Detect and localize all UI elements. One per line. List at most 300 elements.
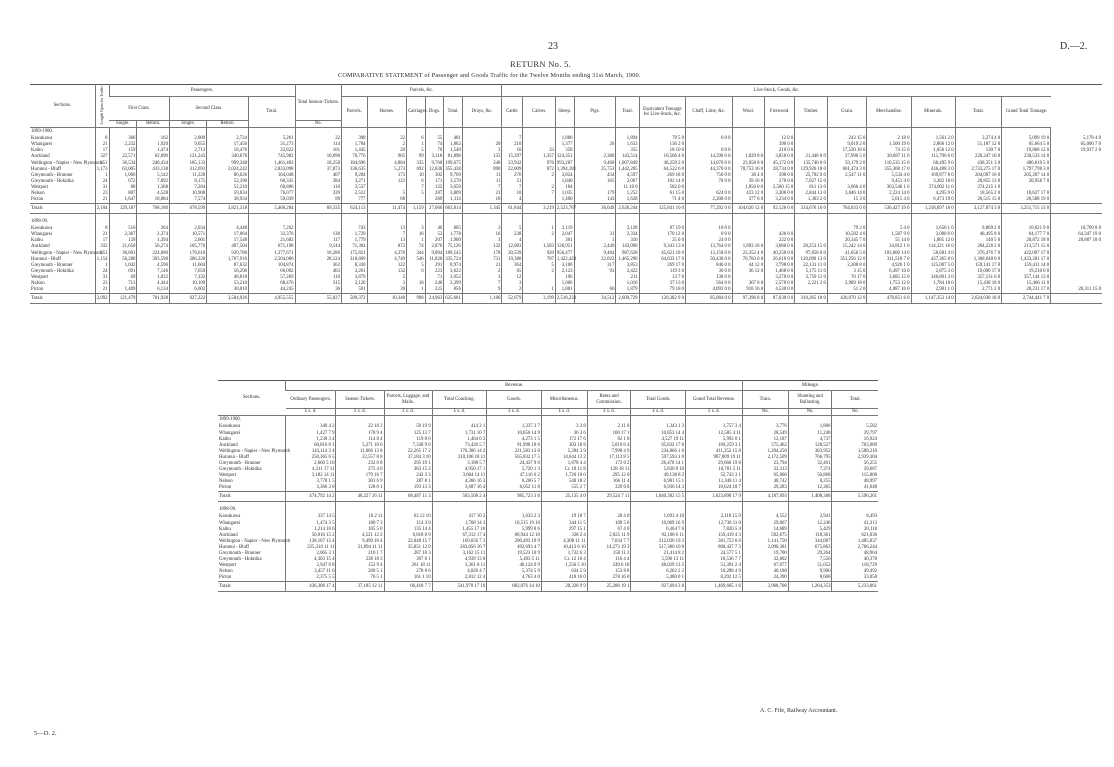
- unit-lsd-5: £ s. d.: [487, 409, 542, 416]
- passengers-total-header: Total.: [249, 97, 296, 128]
- cell: 143,090: [616, 244, 639, 250]
- section-name: Greymouth - Brunner: [31, 172, 73, 178]
- cell: 4,950 17 1: [432, 467, 487, 473]
- cell: 344: [407, 250, 426, 256]
- cell: 9,144: [295, 244, 341, 250]
- section-name: Kawakawa: [219, 514, 241, 520]
- cell: 591: [341, 287, 367, 294]
- cell: 21,414 8 2: [631, 551, 686, 557]
- cell: 2 18 0: [867, 136, 911, 142]
- cell: 193 13 3: [384, 485, 432, 492]
- cell: 357,131 6 0: [955, 274, 1001, 280]
- cell: 1,623,890 17 9: [686, 492, 743, 502]
- cell: 486,610 5 0: [1002, 160, 1051, 166]
- cell: 12,585 4 11: [686, 430, 743, 436]
- cell: 10,709 8 0: [1051, 226, 1102, 232]
- cell: 451: [95, 250, 109, 256]
- cell: 3,188 5 7: [432, 461, 487, 467]
- cell: 184,696: [341, 160, 367, 166]
- cell: 302: [425, 172, 444, 178]
- traffic-year-row: [30, 218, 1102, 226]
- cell: 11,248: [788, 430, 832, 436]
- cell: 2: [523, 184, 556, 190]
- cell: [1051, 293, 1102, 303]
- cell: 4,737: [788, 436, 832, 442]
- cell: 6,936 14 3: [631, 485, 686, 492]
- cell: 374,215 1 0: [955, 184, 1001, 190]
- cell: 745,982: [249, 154, 296, 160]
- cell: 3,604 14 11: [432, 473, 487, 479]
- cell: 939,780: [207, 250, 249, 256]
- cell: 3,952: [444, 274, 463, 280]
- section-name: Kawakawa: [219, 424, 241, 430]
- cell: 22,571: [109, 154, 137, 160]
- cell: 872: [523, 166, 556, 172]
- cell: 846 0 0: [686, 262, 732, 268]
- cell: 4,530 0 0: [765, 287, 795, 294]
- cell: 3,271: [341, 178, 367, 184]
- cell: 185,133: [169, 160, 206, 166]
- cell: 1,500 19 0: [867, 142, 911, 148]
- cell: 10,288 4 9: [686, 569, 743, 575]
- cell: 999,340: [207, 160, 249, 166]
- cell: 1,455 17 10: [432, 526, 487, 532]
- cell: 3: [462, 238, 502, 244]
- cell: 3,853: [616, 262, 639, 268]
- cell: 1,797,798 3 0: [1002, 166, 1051, 172]
- section-name: Auckland: [219, 442, 238, 448]
- traffic-table-row: [30, 197, 1102, 204]
- cell: Cr. 12 16 4: [541, 557, 587, 563]
- cell: 20: [462, 142, 502, 148]
- cell: 312,693: [169, 166, 206, 172]
- cell: 162: [137, 136, 170, 142]
- cell: 589,372: [341, 293, 367, 303]
- section-name: Greymouth - Hokitika: [31, 178, 74, 184]
- cell: 25 0 0: [639, 238, 685, 244]
- cell: 2,092: [95, 293, 109, 303]
- cell: 882,076 14 10: [487, 582, 542, 592]
- cell: 69,335: [295, 203, 341, 213]
- cell: 51,391 2 4: [686, 563, 743, 569]
- cell: 25,702 9 0: [795, 172, 828, 178]
- cell: 40,188: [742, 569, 788, 575]
- cell: 3,776: [742, 424, 788, 430]
- cell: 52,679: [502, 293, 523, 303]
- cell: 9,499 16 4: [336, 538, 384, 544]
- cell: 48,997: [832, 479, 878, 485]
- cell: 4,596: [137, 262, 170, 268]
- cell: 1,474: [137, 148, 170, 154]
- cell: 564 0 0: [686, 281, 732, 287]
- cell: 2,766,244: [832, 545, 878, 551]
- cell: 434: [574, 172, 616, 178]
- firewood-header: Firewood.: [765, 97, 795, 128]
- cell: 10,413 6 10: [541, 545, 587, 551]
- cell: 340 4 2: [286, 424, 336, 430]
- cell: 12 0 0: [765, 136, 795, 142]
- cell: 213,571 15 0: [1002, 244, 1051, 250]
- cell: 9,484: [574, 250, 616, 256]
- cell: 39 16 0: [732, 178, 765, 184]
- cell: 25,288 19 1: [587, 582, 631, 592]
- cell: 25,135 4 0: [541, 492, 587, 502]
- cell: 1: [95, 172, 109, 178]
- cell: 1,801: [555, 287, 574, 294]
- cell: 17,520 18 0: [827, 148, 867, 154]
- year-label: 1899-1900.: [31, 129, 53, 135]
- cell: 6,262 2 2: [631, 569, 686, 575]
- cell: 40,378: [832, 557, 878, 563]
- cell: 129,187: [109, 203, 137, 213]
- section-name: Hurunui - Bluff: [219, 544, 250, 550]
- cell: 68,495 9 0: [911, 160, 955, 166]
- return-title: RETURN No. 5.: [510, 59, 572, 69]
- traffic-year-row: [30, 127, 1102, 136]
- cell: 85,084 0 0: [686, 293, 732, 303]
- drays-header: Drays, &c.: [462, 97, 502, 128]
- section-name: Totals: [218, 582, 286, 592]
- cell: 5,233,061: [832, 582, 878, 592]
- cell: 25,753: [574, 166, 616, 172]
- cell: 1,230 3 4: [286, 436, 336, 442]
- first-single-header: Single.: [109, 120, 137, 127]
- cell: 21: [95, 142, 109, 148]
- pigs-header: Pigs.: [574, 97, 616, 128]
- cell: 49,492: [832, 569, 878, 575]
- cell: 9,655: [169, 142, 206, 148]
- section-name: Greymouth - Brunner: [31, 262, 73, 268]
- dogs-header: Dogs.: [425, 97, 444, 128]
- cell: 221,583 13 0: [487, 448, 542, 454]
- cell: 4,521 12 2: [336, 532, 384, 538]
- cell: 701,928: [137, 293, 170, 303]
- cell: 64,522 6 0: [639, 166, 685, 172]
- cell: 287: [425, 191, 444, 197]
- cell: 124,351: [556, 154, 573, 160]
- cell: 41,648: [832, 485, 878, 492]
- cell: 433,138: [137, 166, 170, 172]
- cell: 65,000: [742, 473, 788, 479]
- cell: 1,633: [616, 142, 639, 148]
- cell: 26,515 15 0: [955, 197, 1001, 204]
- cell: 37 13 0: [639, 281, 685, 287]
- cell: 4,273 1 5: [487, 436, 542, 442]
- cell: 2,578 0 0: [765, 281, 795, 287]
- cell: 19,868 12 0: [1002, 148, 1051, 154]
- cell: 8,175: [169, 178, 206, 184]
- cell: 9,769: [444, 172, 463, 178]
- cell: 2,947 0 8: [286, 563, 336, 569]
- cell: 95,832 17 0: [631, 442, 686, 448]
- cell: 79 18 0: [639, 287, 685, 294]
- cell: 169,656 7 3: [432, 538, 487, 544]
- cell: 1: [95, 262, 109, 268]
- cell: 138 0 0: [686, 274, 732, 280]
- cell: 1,442,205: [616, 166, 639, 172]
- cell: 7,092: [137, 178, 170, 184]
- cell: 110,535 15 0: [867, 160, 911, 166]
- cell: 27,066: [425, 203, 444, 213]
- year-label: 1898-99.: [219, 507, 237, 513]
- cell: 21: [95, 197, 109, 204]
- cell: 905: [367, 154, 407, 160]
- cell: 55: [425, 136, 444, 142]
- cell: 51,052: [788, 563, 832, 569]
- cell: 63 12 10: [384, 514, 432, 520]
- cell: 358: [555, 148, 574, 154]
- cell: 199,675: [445, 160, 461, 166]
- cell: 2,119: [555, 226, 574, 232]
- cell: 1,007,849: [616, 160, 639, 166]
- cell: 10: [502, 148, 523, 154]
- traffic-table-row: [30, 160, 1102, 166]
- cell: 15 3 0: [827, 197, 867, 204]
- cell: 3,080 6 0: [911, 232, 955, 238]
- cell: 29,067: [742, 520, 788, 526]
- section-name: Auckland: [31, 154, 50, 160]
- cell: 625,681: [444, 293, 463, 303]
- cell: 19,700: [742, 551, 788, 557]
- cell: 13 7 0: [639, 274, 685, 280]
- cell: 318,869: [341, 256, 367, 262]
- cell: 232 0 8: [336, 461, 384, 467]
- unit-lsd-2: £ s. d.: [336, 409, 384, 416]
- cell: 2,034: [169, 226, 206, 232]
- parcels-header: Parcels.: [341, 97, 367, 128]
- cell: 66,092: [249, 268, 296, 274]
- cell: 7: [523, 191, 556, 197]
- cell: 1,900: [444, 238, 463, 244]
- cell: 178 9 4: [336, 430, 384, 436]
- cell: 12,738 11 0: [686, 520, 743, 526]
- cell: [795, 287, 828, 294]
- cell: 30 0 0: [686, 268, 732, 274]
- cell: 3: [367, 281, 407, 287]
- cell: 15,466 11 0: [1002, 281, 1051, 287]
- cell: 4,939 13 8: [432, 557, 487, 563]
- cell: 310: [616, 238, 639, 244]
- cell: 91,998 18 6: [487, 442, 542, 448]
- cell: 407: [295, 172, 341, 178]
- chaff-lime-header: Chaff, Lime, &c.: [686, 97, 732, 128]
- cell: 3,234 0 0: [765, 197, 795, 204]
- cell: 109 5 6: [587, 520, 631, 526]
- cell: 1,726 10 0: [541, 473, 587, 479]
- cell: 7,998 4 9: [587, 448, 631, 454]
- cell: 76,776: [341, 154, 367, 160]
- cell: 5,582: [832, 424, 878, 430]
- livestock-group-header: Live-Stock, Goods, &c.: [502, 85, 1051, 97]
- cell: 29,666 19 8: [686, 461, 743, 467]
- cell: 1,920: [137, 142, 170, 148]
- cell: 18: [462, 197, 502, 204]
- cell: 18,476: [207, 148, 249, 154]
- first-return-header: Return.: [137, 120, 170, 127]
- unit-no-1: No.: [742, 409, 788, 416]
- cell: 139: [109, 238, 137, 244]
- cell: 634 5 9: [541, 569, 587, 575]
- cell: 3,382 18 0: [911, 178, 955, 184]
- cell: 1,693 4 10: [631, 514, 686, 520]
- cell: 2,626,244: [616, 203, 639, 213]
- cell: 12,187: [742, 436, 788, 442]
- cell: 1,767,916: [207, 256, 249, 262]
- cell: 4,763 4 0: [487, 575, 542, 582]
- cell: 5: [407, 191, 426, 197]
- cell: 68,476: [249, 281, 296, 287]
- cell: 238 18 3: [336, 557, 384, 563]
- cell: 7,374: [788, 467, 832, 473]
- cell: 173: [367, 172, 407, 178]
- cell: 264: [137, 226, 170, 232]
- cell: 261 18 11: [384, 563, 432, 569]
- cell: 426 0 0: [765, 232, 795, 238]
- cell: 1,106: [462, 293, 502, 303]
- cell: 678,599: [169, 203, 206, 213]
- cell: 36 3 6: [541, 430, 587, 436]
- cell: 22,557 8 8: [336, 454, 384, 460]
- train-mileage-header: Train.: [742, 391, 788, 409]
- cell: 890: [462, 166, 502, 172]
- cell: Cr. 18 11 8: [541, 467, 587, 473]
- cell: 2,812 12 4: [432, 575, 487, 582]
- cell: 993,287: [556, 160, 573, 166]
- cell: 703,989: [832, 442, 878, 448]
- cell: 19,210 0 0: [1002, 268, 1051, 274]
- cell: 65,000 7 0: [1051, 142, 1102, 148]
- cell: 176,610: [169, 250, 206, 256]
- cell: 5,468,284: [249, 203, 296, 213]
- cell: 170 12 0: [639, 232, 685, 238]
- cell: 17: [95, 148, 109, 154]
- cell: 3,274 4 0: [955, 136, 1001, 142]
- cell: 48,964: [832, 551, 878, 557]
- cell: 68,335: [249, 178, 296, 184]
- cell: 332: [95, 244, 109, 250]
- cell: 357,144 13 0: [1002, 274, 1051, 280]
- cell: 1,445: [341, 148, 367, 154]
- cell: 8,330: [341, 262, 367, 268]
- cell: 62,090: [137, 154, 170, 160]
- cell: 2,601: [169, 238, 206, 244]
- cell: 4: [502, 197, 523, 204]
- cell: 16: [407, 232, 426, 238]
- cell: 1,561 2 0: [911, 136, 955, 142]
- cell: 118,361: [788, 532, 832, 538]
- cell: 4,884: [367, 160, 407, 166]
- cell: 956,477: [556, 250, 573, 256]
- cell: 5,429: [788, 526, 832, 532]
- cell: 363,546 1 0: [867, 184, 911, 190]
- cell: 1,768 14 3: [432, 520, 487, 526]
- cell: 5,596 13 11: [631, 557, 686, 563]
- cell: 5,015 4 0: [867, 197, 911, 204]
- traffic-table-wrapper: [30, 84, 1102, 304]
- cell: 125 13 7: [384, 430, 432, 436]
- cell: 44,370 0 0: [686, 166, 732, 172]
- cell: 74: [407, 244, 426, 250]
- cell: 18: [407, 281, 426, 287]
- cell: 120,382 9 0: [639, 293, 685, 303]
- cell: 26,588 19 0: [1002, 197, 1051, 204]
- cell: 2,308 8 0: [827, 262, 867, 268]
- cell: 766,795: [788, 454, 832, 460]
- cell: 315: [295, 281, 341, 287]
- cell: 3,537: [341, 184, 367, 190]
- cell: 128,527: [788, 442, 832, 448]
- cell: 9,451 4 0: [867, 178, 911, 184]
- cell: 128 18 11: [587, 467, 631, 473]
- cell: 87,632: [207, 262, 249, 268]
- cell: 2,713: [169, 148, 206, 154]
- cell: 3,182 14 11: [286, 473, 336, 479]
- cell: 24,577 5 1: [686, 551, 743, 557]
- section-name: Wellington - Napier - New Plymouth: [219, 538, 291, 544]
- cell: 6: [407, 178, 426, 184]
- cell: 89: [295, 197, 341, 204]
- cell: 21: [462, 262, 502, 268]
- cell: 1,650 1 0: [911, 226, 955, 232]
- cell: 28,549: [742, 430, 788, 436]
- cell: 5: [407, 148, 426, 154]
- cell: 184: [555, 184, 574, 190]
- cell: 4,311 17 11: [286, 467, 336, 473]
- year-label: 1899-1900.: [219, 417, 241, 423]
- cell: 672: [109, 178, 137, 184]
- cell: 20,118: [832, 526, 878, 532]
- grand-total-revenue-header: Grand Total Revenue.: [686, 391, 743, 409]
- cell: 61 15 0: [639, 191, 685, 197]
- cell: 3,824: [555, 172, 574, 178]
- ordinary-passengers-header: Ordinary Passengers.: [286, 391, 336, 409]
- cell: 21,650: [109, 244, 137, 250]
- cell: 21,448 0 0: [795, 154, 828, 160]
- cell: 2,224 14 0: [867, 191, 911, 197]
- cell: 1,468 0 0: [765, 268, 795, 274]
- cell: 34,512: [574, 293, 616, 303]
- cell: 1,040,382 15 5: [631, 492, 686, 502]
- cell: 335,724: [445, 256, 461, 262]
- traffic-table-row: [30, 250, 1102, 256]
- cell: 377 6 0: [732, 197, 765, 204]
- cell: 21: [95, 232, 109, 238]
- cell: 3 3 8: [541, 424, 587, 430]
- cell: 224,680: [137, 250, 170, 256]
- cell: 81,898: [444, 154, 463, 160]
- cell: 3,687 16 4: [432, 485, 487, 492]
- revenue-totals-row: [218, 492, 878, 502]
- cell: 340,678: [207, 154, 249, 160]
- cell: 7: [462, 184, 502, 190]
- section-name: Nelson: [219, 569, 233, 575]
- cell: 1,840: [555, 178, 574, 184]
- cell: [407, 197, 426, 204]
- cell: 1,878 4 4: [541, 461, 587, 467]
- cell: 20,855 13 0: [955, 178, 1001, 184]
- section-name: Greymouth - Brunner: [219, 461, 261, 466]
- cell: 276 0 0: [765, 178, 795, 184]
- cell: 8,292 12 5: [686, 575, 743, 582]
- cell: 1,368,648 0 0: [955, 256, 1001, 262]
- cell: 169,259 3 1: [686, 442, 743, 448]
- cell: 8,493: [832, 514, 878, 520]
- cell: 4,528: [137, 191, 170, 197]
- cell: 624 0 0: [686, 191, 732, 197]
- cell: 2: [523, 268, 556, 274]
- cell: 50 19 9: [384, 424, 432, 430]
- cell: 10,853 14 4: [631, 430, 686, 436]
